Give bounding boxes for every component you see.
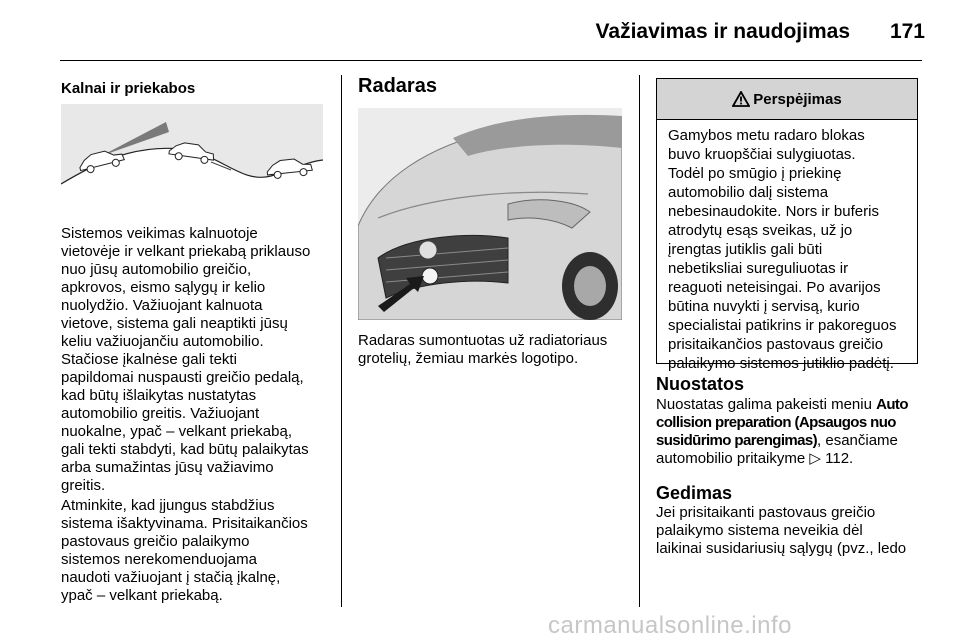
text-line: gali tekti stabdyti, kad būtų palaikytas bbox=[61, 441, 309, 458]
text-line: vietovėje ir velkant priekabą priklauso bbox=[61, 243, 311, 260]
page-number: 171 bbox=[889, 20, 925, 43]
menu-path-collision: collision preparation (Apsaugos nuo bbox=[656, 414, 896, 431]
hills-paragraph-1 bbox=[61, 225, 331, 495]
warning-triangle-icon bbox=[732, 91, 750, 107]
text-line: Gamybos metu radaro blokas bbox=[668, 127, 865, 144]
radar-sensor bbox=[422, 268, 438, 284]
text-line: arba sumažintas jūsų važiavimo bbox=[61, 459, 274, 476]
settings-heading: Nuostatos bbox=[656, 374, 745, 394]
text-line: apkrovos, eismo sąlygų ir kelio bbox=[61, 279, 266, 296]
radar-caption bbox=[358, 332, 633, 368]
text-line: būtina nuvykti į servisą, kurio bbox=[668, 298, 860, 315]
text-line: nebetiksliai sureguliuotas ir bbox=[668, 260, 849, 277]
text-line: Radaras sumontuotas už radiatoriaus bbox=[358, 332, 608, 349]
text-line: įrengtas jutiklis gali būti bbox=[668, 241, 823, 258]
watermark: carmanualsonline.info bbox=[548, 612, 792, 639]
hill-drawing bbox=[61, 104, 323, 209]
settings-text bbox=[656, 396, 926, 468]
column-divider-2 bbox=[639, 75, 640, 607]
text-line: laikinai susidariusių sąlygų (pvz., ledo bbox=[656, 540, 907, 557]
text-line: ypač – velkant priekabą. bbox=[61, 587, 223, 604]
text-line: palaikymo sistemos jutiklio padėtį. bbox=[668, 355, 894, 372]
text-line: sistema išaktyvinama. Prisitaikančios bbox=[61, 515, 308, 532]
text-line bbox=[656, 432, 926, 450]
text-line: nuolydžio. Važiuojant kalnuota bbox=[61, 297, 263, 314]
menu-path-auto: Auto bbox=[876, 396, 908, 413]
text-line: Sistemos veikimas kalnuotoje bbox=[61, 225, 258, 242]
text-line: greitis. bbox=[61, 477, 106, 494]
text-line: pastovaus greičio palaikymo bbox=[61, 533, 250, 550]
text-line: nuo jūsų automobilio greičio, bbox=[61, 261, 252, 278]
settings-text-prefix: Nuostatas galima pakeisti meniu bbox=[656, 396, 872, 413]
faults-text bbox=[656, 504, 926, 558]
warning-header bbox=[657, 79, 917, 120]
text-line: nuokalne, ypač – velkant priekabą, bbox=[61, 423, 292, 440]
radar-heading: Radaras bbox=[358, 75, 437, 97]
text-line: Todėl po smūgio į priekinę bbox=[668, 165, 842, 182]
hills-trailers-heading: Kalnai ir priekabos bbox=[61, 80, 196, 97]
page-reference: 112. bbox=[825, 450, 854, 467]
text-line: Stačiose įkalnėse gali tekti bbox=[61, 351, 237, 368]
settings-text-rest: , esančiame bbox=[817, 432, 898, 449]
text-line: Jei prisitaikanti pastovaus greičio bbox=[656, 504, 876, 521]
car-front-drawing bbox=[358, 108, 622, 320]
text-line bbox=[656, 396, 926, 414]
text-line: automobilio greitis. Važiuojant bbox=[61, 405, 260, 422]
text-line: atrodytų esąs sveikas, už jo bbox=[668, 222, 853, 239]
warning-box bbox=[656, 78, 918, 372]
page-header-title: Važiavimas ir naudojimas bbox=[595, 20, 850, 43]
menu-path-preparation: susidūrimo parengimas) bbox=[656, 432, 818, 449]
text-line bbox=[656, 450, 926, 468]
warning-body bbox=[657, 120, 917, 373]
text-line: keliu važiuojančiu automobilio. bbox=[61, 333, 264, 350]
warning-title: Perspėjimas bbox=[753, 90, 842, 108]
text-line: papildomai nuspausti greičio pedalą, bbox=[61, 369, 304, 386]
text-line: specialistai patikrins ir pakoreguos bbox=[668, 317, 897, 334]
text-line: buvo kruopščiai sulygiuotas. bbox=[668, 146, 856, 163]
text-line bbox=[656, 414, 926, 432]
settings-text-customization: automobilio pritaikyme bbox=[656, 450, 806, 467]
text-line: automobilio dalį sistema bbox=[668, 184, 829, 201]
page-reference-icon: ▷ bbox=[809, 450, 821, 467]
text-line: nebesinaudokite. Nors ir buferis bbox=[668, 203, 879, 220]
text-line: palaikymo sistema neveikia dėl bbox=[656, 522, 863, 539]
column-divider-1 bbox=[341, 75, 342, 607]
text-line: reaguoti neteisingai. Po avarijos bbox=[668, 279, 881, 296]
text-line: prisitaikančios pastovaus greičio bbox=[668, 336, 884, 353]
text-line: vietove, sistema gali neaptikti jūsų bbox=[61, 315, 288, 332]
radar-location-photo bbox=[358, 108, 622, 320]
text-line: kad būtų išlaikytas nustatytas bbox=[61, 387, 257, 404]
car-on-hill-illustration bbox=[61, 104, 323, 209]
hills-paragraph-2 bbox=[61, 497, 331, 605]
text-line: naudoti važiuojant į stačią įkalnę, bbox=[61, 569, 281, 586]
text-line: grotelių, žemiau markės logotipo. bbox=[358, 350, 579, 367]
text-line: Atminkite, kad įjungus stabdžius bbox=[61, 497, 275, 514]
text-line: sistemos nerekomenduojama bbox=[61, 551, 257, 568]
faults-heading: Gedimas bbox=[656, 483, 733, 503]
brand-logo bbox=[419, 241, 437, 259]
header-divider bbox=[60, 60, 922, 61]
